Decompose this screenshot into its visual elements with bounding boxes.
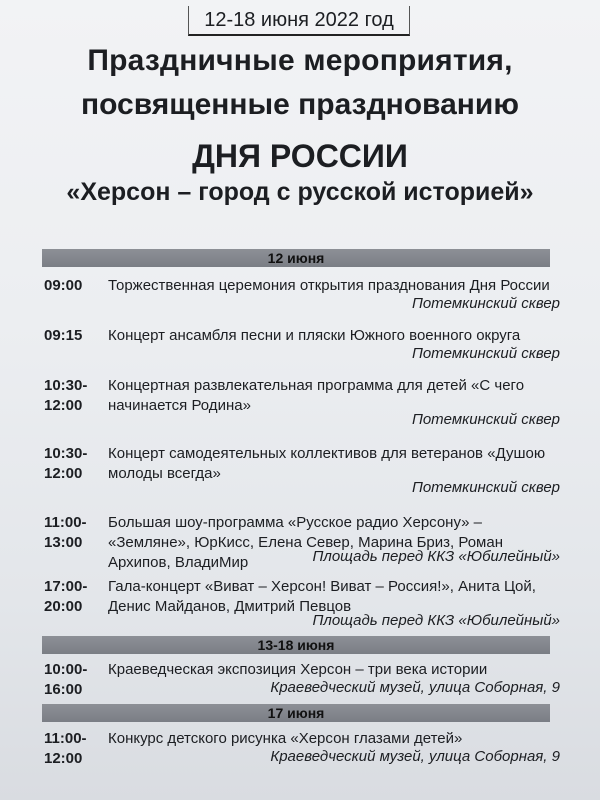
event-item <box>44 577 564 633</box>
title-line-3: ДНЯ РОССИИ <box>192 138 408 174</box>
day-header-17-june: 17 июня <box>42 704 550 722</box>
event-time: 17:00- 20:00 <box>44 578 88 615</box>
day-header-12-june: 12 июня <box>42 249 550 267</box>
event-item <box>44 660 564 700</box>
event-place: Потемкинский сквер <box>411 411 560 428</box>
event-time: 11:00- 12:00 <box>44 730 87 767</box>
event-time: 09:15 <box>44 327 83 344</box>
event-title: Концерт ансамбля песни и пляски Южного военного округа <box>108 327 521 344</box>
event-place: Потемкинский сквер <box>411 345 560 362</box>
event-time: 09:00 <box>44 277 83 294</box>
event-item <box>44 376 564 432</box>
event-place: Потемкинский сквер <box>411 295 560 312</box>
event-item <box>44 444 564 500</box>
event-item <box>44 729 564 769</box>
title-line-1: Праздничные мероприятия, <box>87 44 513 77</box>
event-place: Площадь перед ККЗ «Юбилейный» <box>312 548 560 565</box>
event-title: Концертная развлекательная программа для детей «С чего начинается Родина» <box>108 377 525 414</box>
event-time: 10:00- 16:00 <box>44 661 88 698</box>
event-title: Концерт самодеятельных коллективов для ветеранов «Душою молоды всегда» <box>108 445 546 482</box>
event-time: 10:30- 12:00 <box>44 445 88 482</box>
event-title: Торжественная церемония открытия празднования Дня России <box>108 277 550 294</box>
event-title: Гала-концерт «Виват – Херсон! Виват – Россия!», Анита Цой, Денис Майданов, Дмитрий Певцов <box>108 578 536 615</box>
subtitle: «Херсон – город с русской историей» <box>66 178 534 206</box>
event-title: Краеведческая экспозиция Херсон – три века истории <box>108 661 488 678</box>
event-place: Площадь перед ККЗ «Юбилейный» <box>312 612 560 629</box>
day-header-13-18-june: 13-18 июня <box>42 636 550 654</box>
event-time: 10:30- 12:00 <box>44 377 88 414</box>
event-dates: 12-18 июня 2022 год <box>188 6 410 36</box>
event-place: Потемкинский сквер <box>411 479 560 496</box>
title-line-2: посвященные празднованию <box>81 88 519 121</box>
event-place: Краеведческий музей, улица Соборная, 9 <box>270 679 560 696</box>
event-item <box>44 326 564 362</box>
event-time: 11:00- 13:00 <box>44 514 87 551</box>
event-title: Большая шоу-программа «Русское радио Херсону» – «Земляне», ЮрКисс, Елена Север, Марина Бриз, Роман Архипов, ВладиМир <box>108 514 503 571</box>
event-title: Конкурс детского рисунка «Херсон глазами детей» <box>108 730 463 747</box>
event-item <box>44 276 564 312</box>
event-place: Краеведческий музей, улица Соборная, 9 <box>270 748 560 765</box>
event-item <box>44 513 564 569</box>
